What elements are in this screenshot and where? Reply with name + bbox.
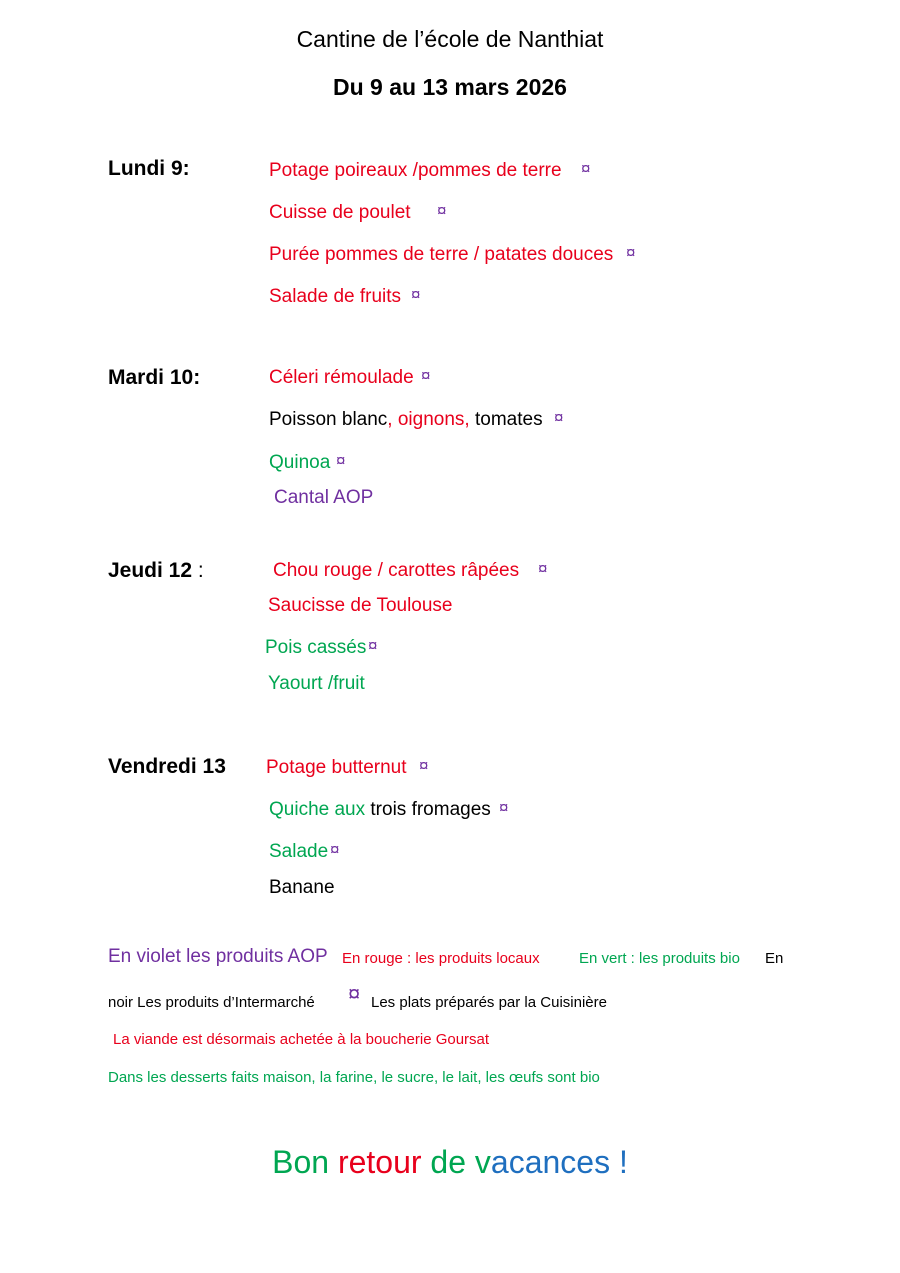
menu-item-part: Quiche aux — [269, 799, 366, 820]
menu-item: Cuisse de poulet — [269, 202, 411, 223]
page-title: Cantine de l’école de Nanthiat — [296, 26, 604, 52]
legend-desserts-note: Dans les desserts faits maison, la farine, le sucre, le lait, les œufs sont bio — [108, 1069, 600, 1086]
menu-item: Pois cassés — [265, 637, 367, 658]
closing-part: Bon — [272, 1144, 338, 1180]
menu-item: Potage poireaux /pommes de terre — [269, 160, 562, 181]
menu-item-part: Poisson blanc — [269, 409, 388, 430]
day-label-text: Jeudi 12 — [108, 559, 193, 582]
page-subtitle: Du 9 au 13 mars 2026 — [333, 74, 567, 100]
legend-violet: En violet les produits AOP — [108, 946, 328, 967]
homemade-marker-icon: ¤ — [437, 201, 447, 220]
legend-marker-meaning: Les plats préparés par la Cuisinière — [371, 994, 607, 1011]
homemade-marker-icon: ¤ — [336, 451, 346, 470]
homemade-marker-icon: ¤ — [499, 798, 509, 817]
homemade-marker-icon: ¤ — [330, 840, 340, 859]
day-label-colon: : — [192, 559, 204, 582]
menu-item — [269, 799, 491, 821]
day-label-lundi: Lundi 9: — [108, 157, 190, 180]
homemade-marker-icon: ¤ — [626, 243, 636, 262]
day-label-vendredi: Vendredi 13 — [108, 755, 226, 778]
homemade-marker-icon: ¤ — [554, 408, 564, 427]
homemade-marker-icon: ¤ — [419, 756, 429, 775]
menu-item: Saucisse de Toulouse — [268, 595, 453, 616]
homemade-marker-icon: ¤ — [538, 559, 548, 578]
legend-red: En rouge : les produits locaux — [342, 950, 540, 967]
legend-black-end: noir Les produits d’Intermarché — [108, 994, 315, 1011]
homemade-marker-icon: ¤ — [348, 981, 361, 1006]
menu-item-part: trois fromages — [365, 799, 491, 820]
menu-item-part: , oignons, — [387, 409, 470, 430]
menu-item — [269, 409, 543, 431]
menu-item-part: tomates — [469, 409, 543, 430]
closing-part: retour — [337, 1144, 422, 1180]
homemade-marker-icon: ¤ — [581, 159, 591, 178]
menu-item: Yaourt /fruit — [268, 673, 365, 694]
homemade-marker-icon: ¤ — [368, 636, 378, 655]
menu-item: Cantal AOP — [274, 487, 374, 508]
legend-black-start: En — [765, 950, 784, 967]
closing-part: acances ! — [490, 1144, 628, 1180]
menu-item: Purée pommes de terre / patates douces — [269, 244, 614, 265]
menu-item: Céleri rémoulade — [269, 367, 414, 388]
day-label-mardi: Mardi 10: — [108, 366, 201, 389]
menu-item: Salade — [269, 841, 329, 862]
homemade-marker-icon: ¤ — [411, 285, 421, 304]
legend-green: En vert : les produits bio — [579, 950, 740, 967]
menu-item: Chou rouge / carottes râpées — [273, 560, 520, 581]
legend-meat-note: La viande est désormais achetée à la boucherie Goursat — [113, 1031, 490, 1048]
menu-item: Potage butternut — [266, 757, 407, 778]
menu-item: Salade de fruits — [269, 286, 402, 307]
menu-item: Banane — [269, 877, 335, 898]
closing-part: de v — [421, 1144, 491, 1180]
day-label-jeudi — [108, 559, 204, 583]
closing-message — [0, 1144, 900, 1181]
homemade-marker-icon: ¤ — [421, 366, 431, 385]
menu-item: Quinoa — [269, 452, 331, 473]
